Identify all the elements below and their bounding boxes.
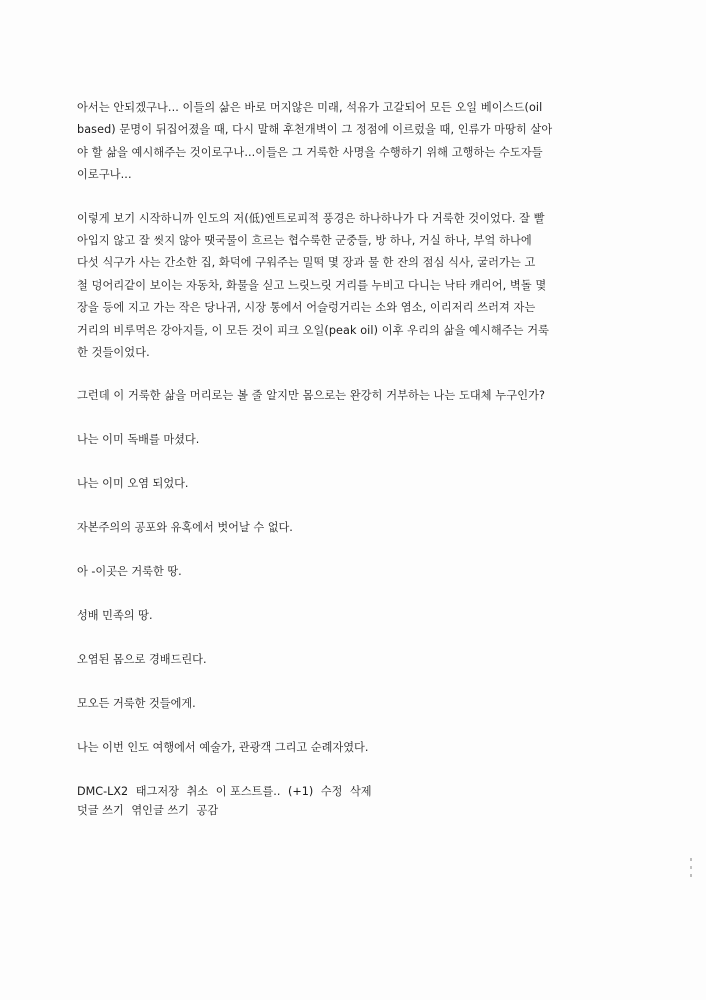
paragraph-line: 장을 등에 지고 가는 작은 당나귀, 시장 통에서 어슬렁거리는 소와 염소, 이리저리 쓰러져 자는 [77,301,536,315]
camera-tag: DMC-LX2 [77,785,129,798]
paragraph-2 [77,208,622,365]
verse-line: 나는 이미 오염 되었다. [77,476,189,490]
paragraph-line: 철 덩어리같이 보이는 자동차, 화물을 싣고 느릿느릿 거리를 누비고 다니는 낙타 캐리어, 벽돌 몇 [77,278,547,292]
paragraph-line: 아입지 않고 잘 씻지 않아 땟국물이 흐르는 협수룩한 군중들, 방 하나, 거실 하나, 부엌 하나에 [77,234,532,248]
plus-one-count[interactable]: (+1) [287,785,314,798]
save-tag-link[interactable]: 태그저장 [135,785,179,798]
paragraph-line: 이렇게 보기 시작하니까 인도의 저(低)엔트로피적 풍경은 하나하나가 다 거룩한 것이었다. 잘 빨 [77,211,545,225]
document-body [77,97,622,781]
edit-link[interactable]: 수정 [320,785,343,798]
post-footer [77,782,622,820]
verse-line: 오염된 몸으로 경배드린다. [77,652,207,666]
paragraph-line: 다섯 식구가 사는 간소한 집, 화덕에 구워주는 밀떡 몇 장과 물 한 잔의 점심 식사, 굴러가는 고 [77,256,536,270]
like-link[interactable]: 공감 [196,804,219,817]
scan-margin-mark [690,858,692,880]
delete-link[interactable]: 삭제 [349,785,372,798]
post-actions-row [77,782,622,801]
paragraph-line: 아서는 안되겠구나... 이들의 삶은 바로 머지않은 미래, 석유가 고갈되어 모든 오일 베이스드(oil [77,101,543,114]
comment-actions-row [77,801,622,820]
paragraph-line: 그런데 이 거룩한 삶을 머리로는 볼 줄 알지만 몸으로는 완강히 거부하는 나는 도대체 누구인가? [77,389,546,403]
paragraph-line: 이로구나... [77,168,132,182]
verse-line: 아 -이곳은 거룩한 땅. [77,564,182,578]
cancel-link[interactable]: 취소 [186,785,209,798]
write-trackback-link[interactable]: 엮인글 쓰기 [131,804,189,817]
write-comment-link[interactable]: 덧글 쓰기 [77,804,124,817]
paragraph-line: based) 문명이 뒤집어졌을 때, 다시 말해 후천개벽이 그 정점에 이르렀을 때, 인류가 마땅히 살아 [77,123,553,137]
verse-line: 성배 민족의 땅. [77,608,153,622]
paragraph-line: 거리의 비루먹은 강아지들, 이 모든 것이 피크 오일(peak oil) 이후 우리의 삶을 예시해주는 거룩 [77,323,550,337]
paragraph-1 [77,97,622,187]
paragraph-3 [77,385,622,407]
this-post-link[interactable]: 이 포스트를.. [215,785,281,798]
verse-line: 자본주의의 공포와 유혹에서 벗어날 수 없다. [77,520,293,534]
paragraph-line: 한 것들이었다. [77,346,150,360]
verse-line: 모오든 거룩한 것들에게. [77,696,196,710]
paragraph-line: 야 할 삶을 예시해주는 것이로구나...이들은 그 거룩한 사명을 수행하기 위해 고행하는 수도자들 [77,145,543,159]
verse-line: 나는 이미 독배를 마셨다. [77,432,200,446]
closing-line: 나는 이번 인도 여행에서 예술가, 관광객 그리고 순례자였다. [77,740,369,754]
